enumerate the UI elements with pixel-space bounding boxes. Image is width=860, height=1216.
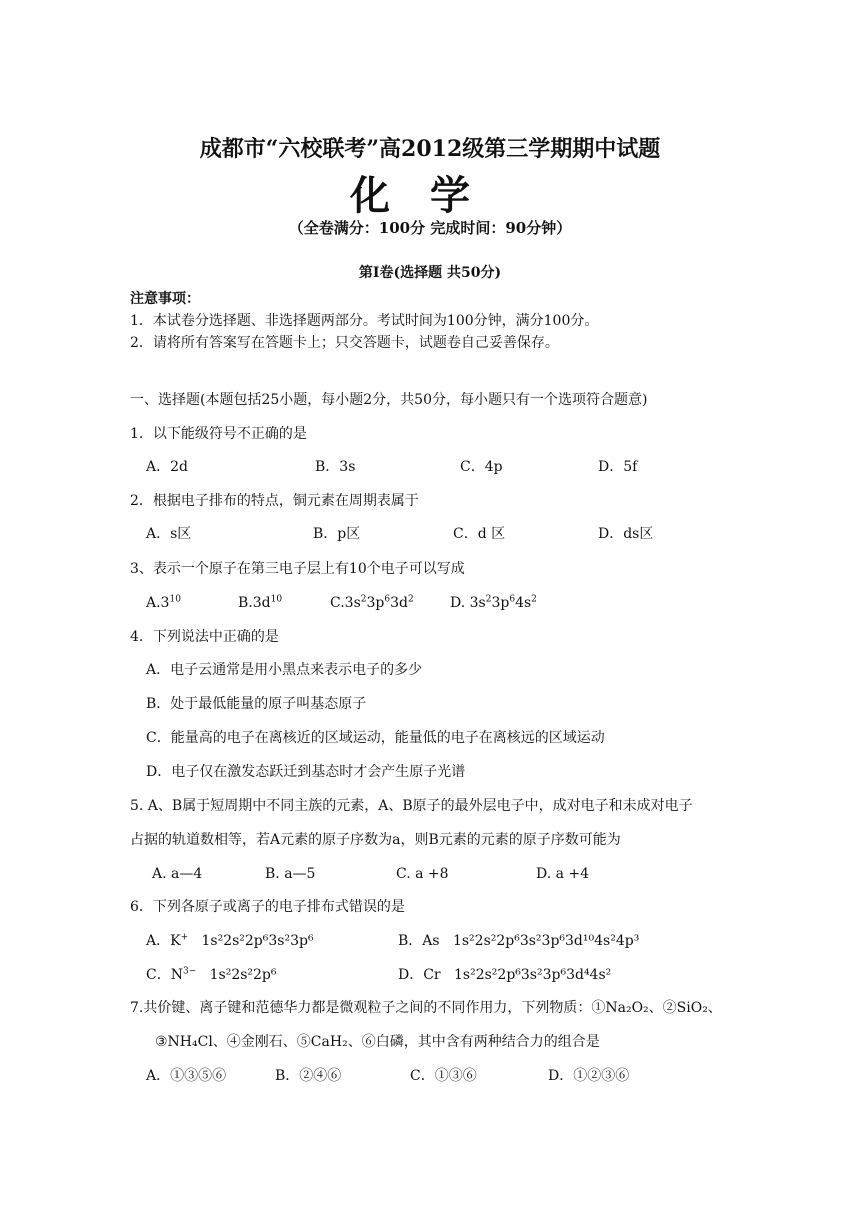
option-d: D．ds区: [598, 526, 654, 542]
note-item: 2．请将所有答案写在答题卡上；只交答题卡，试题卷自己妥善保存。: [130, 335, 559, 351]
option-b: B．As 1s²2s²2p⁶3s²3p⁶3d¹⁰4s²4p³: [398, 933, 640, 949]
option-d: D．Cr 1s²2s²2p⁶3s²3p⁶3d⁴4s²: [398, 967, 612, 983]
option-d: D．电子仅在激发态跃迁到基态时才会产生原子光谱: [146, 764, 466, 780]
notes-heading: 注意事项：: [130, 291, 200, 307]
option-b: B．p区: [313, 526, 361, 542]
question-stem: 7.共价键、离子键和范德华力都是微观粒子之间的不同作用力，下列物质：①Na₂O₂、②SiO₂、: [130, 1000, 722, 1016]
option-d: D. $3s^23p^64s^2$: [450, 594, 537, 611]
option-d: D．5f: [598, 459, 638, 475]
section-heading: 第Ⅰ卷(选择题 共50分): [358, 265, 502, 281]
option-a: A. a—4: [152, 866, 203, 882]
question-stem: 2．根据电子排布的特点，铜元素在周期表属于: [130, 493, 419, 509]
option-a: A．2d: [146, 459, 188, 475]
exam-title: 成都市“六校联考”高2012级第三学期期中试题: [199, 136, 661, 162]
option-b: $B.3d^{10}$: [238, 594, 283, 611]
option-c: C．4p: [460, 459, 503, 475]
option-b: B. a—5: [265, 866, 316, 882]
option-row: [0, 932, 860, 950]
part-intro: 一、选择题(本题包括25小题，每小题2分，共50分，每小题只有一个选项符合题意): [130, 392, 648, 408]
option-a: A．电子云通常是用小黑点来表示电子的多少: [146, 662, 423, 678]
question-stem: 5. A、B属于短周期中不同主族的元素，A、B原子的最外层电子中，成对电子和未成对电子: [130, 798, 693, 814]
option-row: [0, 594, 860, 612]
option-c: C. a +8: [396, 866, 449, 882]
option-row: [0, 458, 860, 476]
question-stem: 6．下列各原子或离子的电子排布式错误的是: [130, 899, 405, 915]
question-stem: 3、表示一个原子在第三电子层上有10个电子可以写成: [130, 561, 465, 577]
note-item: 1．本试卷分选择题、非选择题两部分。考试时间为100分钟，满分100分。: [130, 313, 599, 329]
option-a: A．①③⑤⑥: [146, 1068, 227, 1084]
option-d: D. a +4: [536, 866, 590, 882]
exam-meta: （全卷满分：100分 完成时间：90分钟）: [288, 219, 572, 237]
question-stem: 1．以下能级符号不正确的是: [130, 426, 307, 442]
subject-title: 化学: [350, 172, 510, 219]
option-c: $C.3s^23p^63d^2$: [330, 594, 414, 611]
option-row: [0, 966, 860, 984]
option-row: [0, 525, 860, 543]
question-stem-cont: 占据的轨道数相等，若A元素的原子序数为a，则B元素的元素的原子序数可能为: [130, 832, 621, 848]
option-c: C．①③⑥: [410, 1068, 477, 1084]
option-d: D．①②③⑥: [548, 1068, 630, 1084]
option-a: A．s区: [146, 526, 192, 542]
option-c: C．$N^{3-}$ 1s²2s²2p⁶: [146, 966, 277, 983]
option-a: $A.3^{10}$: [146, 594, 181, 611]
question-stem-cont: ③NH₄Cl、④金刚石、⑤CaH₂、⑥白磷，其中含有两种结合力的组合是: [155, 1034, 600, 1050]
option-c: C．d 区: [453, 526, 506, 542]
option-c: C．能量高的电子在离核近的区域运动，能量低的电子在离核远的区域运动: [146, 730, 605, 746]
question-stem: 4．下列说法中正确的是: [130, 629, 279, 645]
option-b: B．处于最低能量的原子叫基态原子: [146, 696, 367, 712]
option-b: B．3s: [315, 459, 356, 475]
option-b: B．②④⑥: [275, 1068, 342, 1084]
option-row: [0, 1067, 860, 1085]
option-row: [0, 865, 860, 883]
option-a: A．K+ 1s²2s²2p⁶3s²3p⁶: [146, 932, 314, 949]
